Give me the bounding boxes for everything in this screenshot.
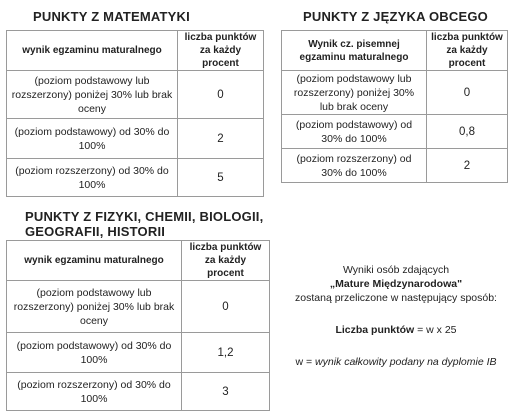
table-row [7,71,264,119]
math-header-result: wynik egzaminu maturalnego [7,31,178,71]
lang-header-result: Wynik cz. pisemnej egzaminu maturalnego [282,31,427,71]
ib-line3: zostaną przeliczone w następujący sposób: [295,292,497,304]
table-row [7,373,270,411]
sci-row-value: 0 [182,281,270,333]
sci-row-label: (poziom podstawowy) od 30% do 100% [7,333,182,373]
math-row-label: (poziom rozszerzony) od 30% do 100% [7,159,178,197]
sci-table [6,240,270,411]
sci-row-label: (poziom podstawowy lub rozszerzony) poniżej 30% lub brak oceny [7,281,182,333]
lang-title: PUNKTY Z JĘZYKA OBCEGO [303,9,488,24]
math-table [6,30,264,197]
sci-row-value: 3 [182,373,270,411]
ib-line1: Wyniki osób zdających [342,264,450,276]
sci-title [25,209,263,239]
sci-row-value: 1,2 [182,333,270,373]
ib-formula-rest: = w x 25 [414,324,457,336]
ib-formula-label: Liczba punktów [335,324,415,336]
table-row [7,281,270,333]
sci-row-label: (poziom rozszerzony) od 30% do 100% [7,373,182,411]
table-row [282,115,508,149]
sci-title-line2: GEOGRAFII, HISTORII [25,224,166,239]
lang-row-value: 0 [427,71,508,115]
table-row [7,159,264,197]
sci-title-line1: PUNKTY Z FIZYKI, CHEMII, BIOLOGII, [25,209,264,224]
sci-header-result: wynik egzaminu maturalnego [7,241,182,281]
lang-header-points: liczba punktów za każdy procent [427,31,508,71]
ib-def-w: w = [295,356,316,368]
lang-row-label: (poziom rozszerzony) od 30% do 100% [282,149,427,183]
math-row-value: 0 [178,71,264,119]
math-row-value: 2 [178,119,264,159]
lang-row-value: 0,8 [427,115,508,149]
table-row [7,333,270,373]
ib-line2: „Mature Międzynarodowa" [329,278,463,290]
lang-row-label: (poziom podstawowy lub rozszerzony) poniżej 30% lub brak oceny [282,71,427,115]
lang-row-label: (poziom podstawowy) od 30% do 100% [282,115,427,149]
table-row [282,71,508,115]
math-title: PUNKTY Z MATEMATYKI [33,9,190,24]
lang-row-value: 2 [427,149,508,183]
ib-note [290,263,502,369]
ib-formula [290,323,502,337]
sci-header-points: liczba punktów za każdy procent [182,241,270,281]
ib-definition [290,355,502,369]
lang-table [281,30,508,183]
math-row-label: (poziom podstawowy) od 30% do 100% [7,119,178,159]
math-header-points: liczba punktów za każdy procent [178,31,264,71]
math-row-label: (poziom podstawowy lub rozszerzony) poniżej 30% lub brak oceny [7,71,178,119]
table-row [7,119,264,159]
ib-def-rest: wynik całkowity podany na dyplomie IB [315,356,497,368]
table-row [282,149,508,183]
math-row-value: 5 [178,159,264,197]
